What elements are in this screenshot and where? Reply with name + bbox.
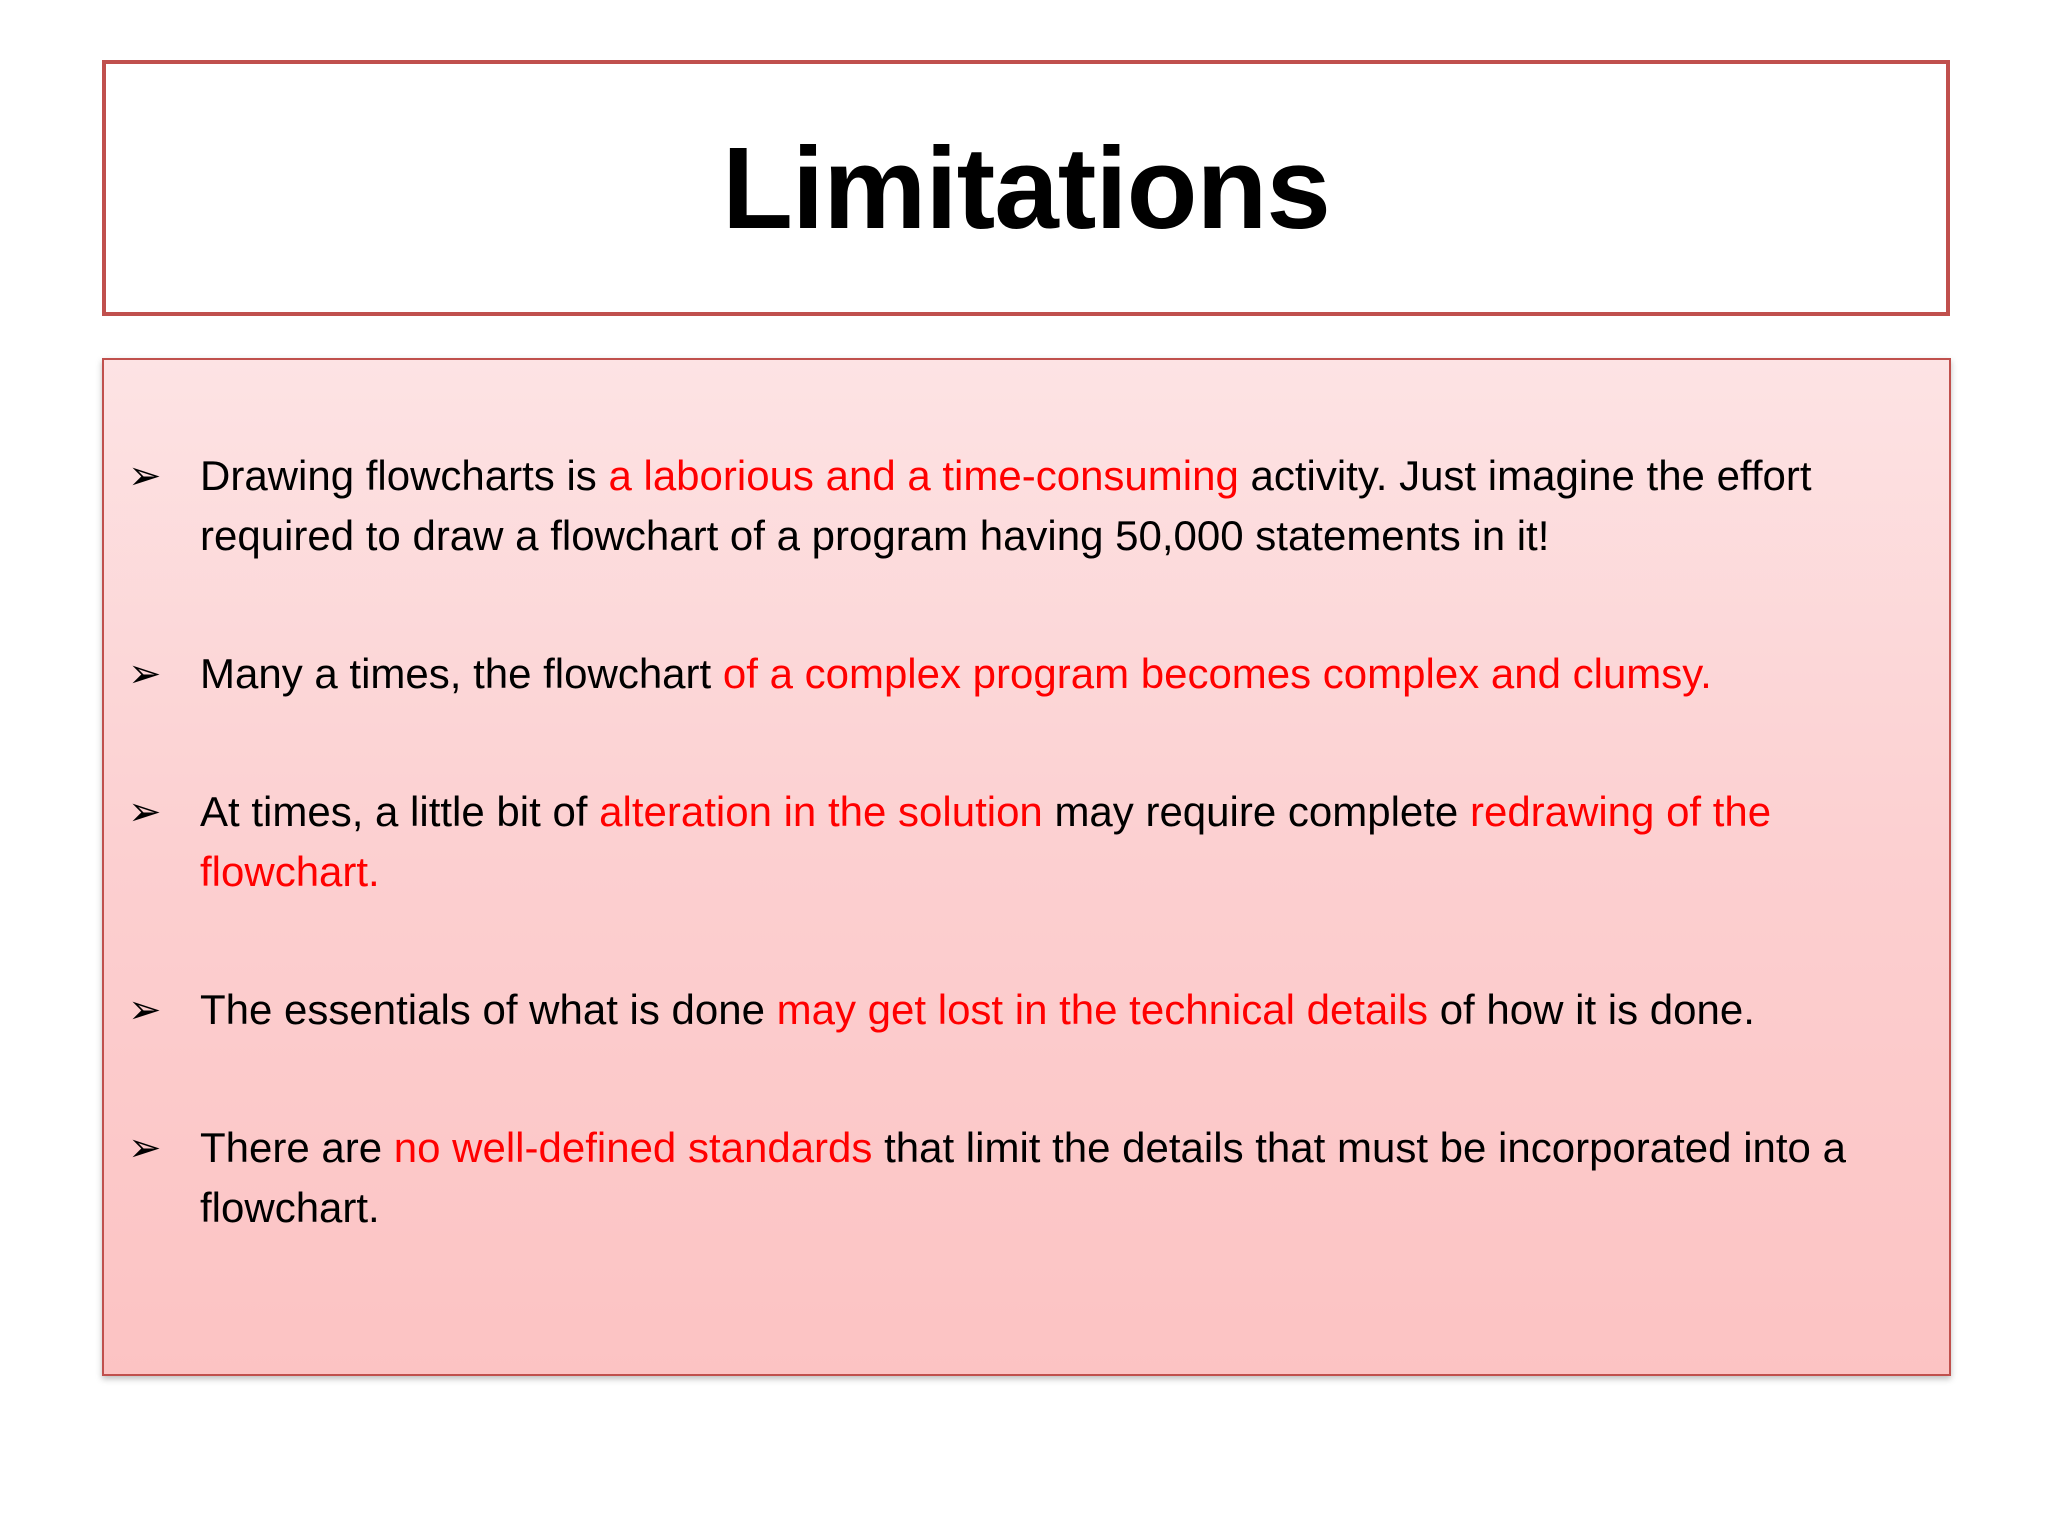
bullet-text — [200, 980, 1940, 1040]
bullet-text — [200, 1118, 1940, 1238]
bullet-highlight: of a complex program becomes complex and clumsy. — [722, 650, 1712, 697]
bullet-segment: activity. Just imagine the effort required to draw a flowchart of a program having 50,000 statements in it! — [200, 452, 1812, 559]
bullet-segment: that limit the details that must be incorporated into a flowchart. — [200, 1124, 1846, 1231]
bullet-segment: At times, a little bit of — [200, 788, 600, 835]
bullet-text — [200, 782, 1940, 902]
arrowhead-icon: ➢ — [128, 987, 162, 1033]
slide-title: Limitations — [722, 123, 1330, 253]
bullet-highlight: no well-defined standards — [393, 1124, 873, 1171]
title-box — [102, 60, 1950, 316]
arrowhead-icon: ➢ — [128, 1125, 162, 1171]
bullet-segment: of how it is done. — [1428, 986, 1755, 1033]
arrowhead-icon: ➢ — [128, 651, 162, 697]
bullet-highlight: redrawing of the flowchart. — [200, 788, 1772, 895]
bullet-segment: There are — [200, 1124, 394, 1171]
bullet-text — [200, 644, 1940, 704]
bullet-segment: Many a times, the flowchart — [200, 650, 723, 697]
content-panel — [102, 358, 1951, 1376]
bullet-segment: may require complete — [1042, 788, 1470, 835]
bullet-segment: The essentials of what is done — [200, 986, 777, 1033]
bullet-segment: Drawing flowcharts is — [200, 452, 609, 499]
arrowhead-icon: ➢ — [128, 453, 162, 499]
bullet-highlight: alteration in the solution — [599, 788, 1043, 835]
arrowhead-icon: ➢ — [128, 789, 162, 835]
bullet-text — [200, 446, 1940, 566]
bullet-highlight: may get lost in the technical details — [776, 986, 1429, 1033]
bullet-highlight: a laborious and a time-consuming — [608, 452, 1239, 499]
